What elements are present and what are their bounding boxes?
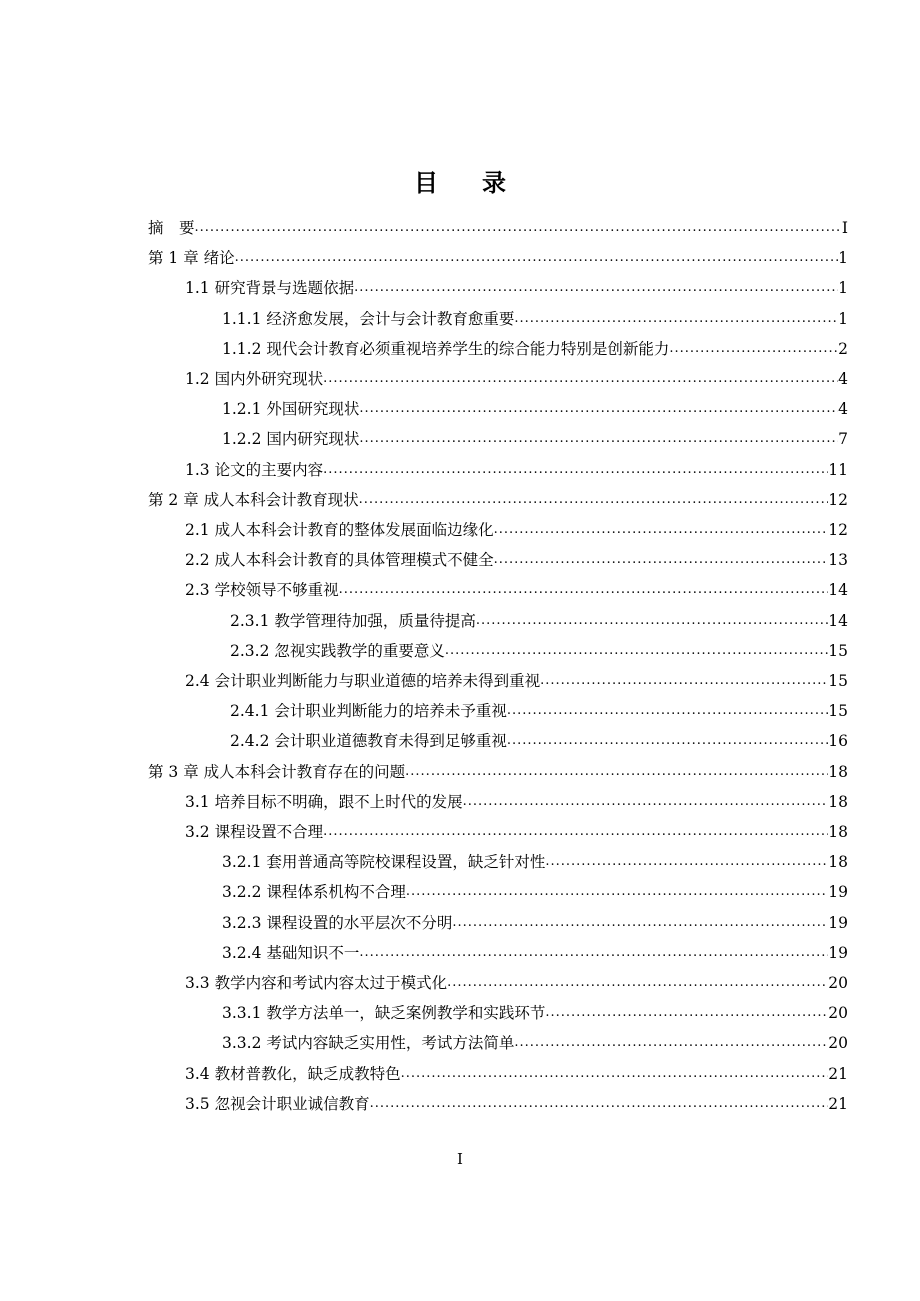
toc-entry-label: 1.1.1 经济愈发展，会计与会计教育愈重要 — [222, 309, 515, 328]
toc-entry-page-number: 4 — [838, 400, 848, 419]
toc-entry-page-number: 20 — [828, 1004, 848, 1023]
toc-dot-leader — [370, 1094, 829, 1114]
toc-dot-leader — [235, 248, 838, 268]
toc-entry-label: 3.4 教材普教化，缺乏成教特色 — [185, 1064, 401, 1083]
toc-dot-leader — [494, 550, 829, 570]
toc-dot-leader — [359, 943, 828, 963]
toc-entry-label: 摘 要 — [148, 219, 195, 237]
toc-entry-page-number: 19 — [828, 913, 848, 932]
toc-entry[interactable] — [185, 268, 848, 298]
toc-entry-page-number: 15 — [828, 702, 848, 721]
toc-entry-label: 2.3 学校领导不够重视 — [185, 581, 339, 600]
toc-dot-leader — [359, 429, 838, 449]
toc-entry-page-number: 20 — [828, 974, 848, 992]
toc-entry-page-number: 21 — [828, 1094, 848, 1113]
toc-entry-label: 3.2.1 套用普通高等院校课程设置，缺乏针对性 — [222, 853, 546, 872]
toc-dot-leader — [405, 762, 828, 782]
toc-dot-leader — [323, 822, 828, 842]
toc-entry-page-number: I — [841, 219, 848, 237]
toc-dot-leader — [514, 1033, 828, 1053]
toc-entry-label: 2.4.2 会计职业道德教育未得到足够重视 — [230, 732, 507, 751]
toc-entry-page-number: 4 — [838, 370, 848, 388]
toc-entry[interactable] — [230, 691, 848, 721]
toc-entry-page-number: 21 — [828, 1064, 848, 1083]
toc-entry[interactable] — [222, 389, 848, 419]
toc-dot-leader — [452, 913, 828, 933]
toc-entry-page-number: 15 — [828, 672, 848, 690]
toc-entry-label: 2.1 成人本科会计教育的整体发展面临边缘化 — [185, 521, 494, 539]
toc-entry-page-number: 7 — [838, 430, 848, 449]
toc-entry[interactable] — [185, 540, 848, 570]
toc-entry[interactable] — [230, 601, 848, 631]
toc-dot-leader — [494, 520, 829, 540]
toc-entry-page-number: 11 — [828, 460, 848, 479]
toc-dot-leader — [476, 611, 828, 631]
toc-entry[interactable] — [222, 299, 848, 329]
toc-entry[interactable] — [148, 480, 848, 510]
toc-entry-label: 1.2.2 国内研究现状 — [222, 430, 360, 449]
toc-entry-page-number: 18 — [828, 853, 848, 872]
toc-entry[interactable] — [185, 661, 848, 691]
toc-dot-leader — [354, 278, 838, 298]
toc-dot-leader — [507, 731, 828, 751]
toc-entry[interactable] — [185, 510, 848, 540]
toc-entry[interactable] — [185, 359, 848, 389]
toc-entry-label: 2.3.1 教学管理待加强，质量待提高 — [230, 611, 476, 630]
toc-entry[interactable] — [222, 419, 848, 449]
toc-entry[interactable] — [222, 842, 848, 872]
toc-dot-leader — [401, 1064, 829, 1084]
toc-entry-page-number: 18 — [828, 792, 848, 811]
toc-dot-leader — [339, 580, 829, 600]
toc-entry[interactable] — [185, 1054, 848, 1084]
toc-entry-page-number: 1 — [838, 309, 848, 328]
toc-entry-label: 第 2 章 成人本科会计教育现状 — [148, 490, 359, 509]
toc-entry-label: 2.4.1 会计职业判断能力的培养未予重视 — [230, 702, 507, 721]
toc-dot-leader — [323, 369, 838, 389]
toc-entry-page-number: 18 — [828, 762, 848, 781]
toc-entry-page-number: 19 — [828, 943, 848, 962]
toc-entry-label: 3.5 忽视会计职业诚信教育 — [185, 1094, 370, 1113]
toc-entry[interactable] — [222, 872, 848, 902]
toc-entry[interactable] — [222, 329, 848, 359]
toc-entry-page-number: 15 — [828, 641, 848, 660]
toc-entry-page-number: 13 — [828, 551, 848, 570]
toc-entry-label: 3.3.1 教学方法单一，缺乏案例教学和实践环节 — [222, 1004, 546, 1023]
toc-entry-label: 2.4 会计职业判断能力与职业道德的培养未得到重视 — [185, 672, 541, 690]
toc-entry[interactable] — [148, 752, 848, 782]
toc-entry[interactable] — [222, 993, 848, 1023]
toc-entry-label: 第 1 章 绪论 — [148, 249, 235, 268]
page-number-footer: I — [457, 1150, 463, 1168]
toc-entry[interactable] — [185, 963, 848, 993]
toc-entry-label: 1.2.1 外国研究现状 — [222, 400, 360, 419]
toc-dot-leader — [540, 671, 828, 691]
toc-entry[interactable] — [148, 238, 848, 268]
toc-dot-leader — [323, 460, 828, 480]
toc-entry[interactable] — [185, 570, 848, 600]
toc-entry-label: 3.2.3 课程设置的水平层次不分明 — [222, 913, 453, 932]
toc-entry-page-number: 1 — [838, 249, 848, 268]
toc-dot-leader — [507, 701, 828, 721]
page-title: 目录 — [414, 168, 550, 197]
toc-entry[interactable] — [185, 812, 848, 842]
toc-entry-label: 第 3 章 成人本科会计教育存在的问题 — [148, 762, 406, 781]
toc-dot-leader — [359, 399, 838, 419]
toc-entry-label: 1.2 国内外研究现状 — [185, 370, 324, 388]
toc-entry-label: 1.3 论文的主要内容 — [185, 460, 324, 479]
toc-entry-label: 3.2 课程设置不合理 — [185, 823, 324, 841]
toc-entry-page-number: 14 — [828, 581, 848, 600]
toc-entry-label: 3.3.2 考试内容缺乏实用性，考试方法简单 — [222, 1034, 515, 1053]
toc-dot-leader — [463, 792, 829, 812]
toc-entry-label: 3.2.2 课程体系机构不合理 — [222, 883, 406, 902]
toc-dot-leader — [545, 1003, 828, 1023]
toc-dot-leader — [406, 882, 828, 902]
toc-entry-page-number: 16 — [828, 732, 848, 751]
toc-entry[interactable] — [148, 208, 848, 238]
toc-entry[interactable] — [222, 903, 848, 933]
toc-entry-page-number: 19 — [828, 883, 848, 902]
toc-dot-leader — [669, 339, 838, 359]
toc-entry-page-number: 20 — [828, 1034, 848, 1053]
toc-entry-page-number: 1 — [838, 279, 848, 298]
toc-entry-page-number: 14 — [828, 611, 848, 630]
toc-entry[interactable] — [222, 933, 848, 963]
toc-dot-leader — [445, 641, 828, 661]
toc-dot-leader — [545, 852, 828, 872]
toc-entry[interactable] — [222, 1023, 848, 1053]
toc-entry-page-number: 18 — [828, 823, 848, 841]
toc-entry-label: 2.3.2 忽视实践教学的重要意义 — [230, 641, 445, 660]
toc-entry-page-number: 12 — [828, 521, 848, 539]
toc-entry-label: 3.2.4 基础知识不一 — [222, 943, 360, 962]
toc-entry-page-number: 12 — [828, 490, 848, 509]
toc-dot-leader — [447, 973, 828, 993]
toc-entry[interactable] — [230, 631, 848, 661]
toc-entry[interactable] — [185, 450, 848, 480]
toc-entry-label: 3.3 教学内容和考试内容太过于模式化 — [185, 974, 448, 992]
toc-entry[interactable] — [185, 1084, 848, 1114]
toc-entry[interactable] — [230, 721, 848, 751]
toc-entry-label: 1.1.2 现代会计教育必须重视培养学生的综合能力特别是创新能力 — [222, 339, 670, 358]
toc-dot-leader — [514, 309, 838, 329]
toc-entry-page-number: 2 — [838, 339, 848, 358]
toc-dot-leader — [359, 490, 829, 510]
toc-dot-leader — [195, 218, 842, 238]
toc-entry-label: 3.1 培养目标不明确，跟不上时代的发展 — [185, 792, 463, 811]
toc-entry-label: 2.2 成人本科会计教育的具体管理模式不健全 — [185, 551, 494, 570]
toc-entry[interactable] — [185, 782, 848, 812]
toc-entry-label: 1.1 研究背景与选题依据 — [185, 279, 355, 298]
